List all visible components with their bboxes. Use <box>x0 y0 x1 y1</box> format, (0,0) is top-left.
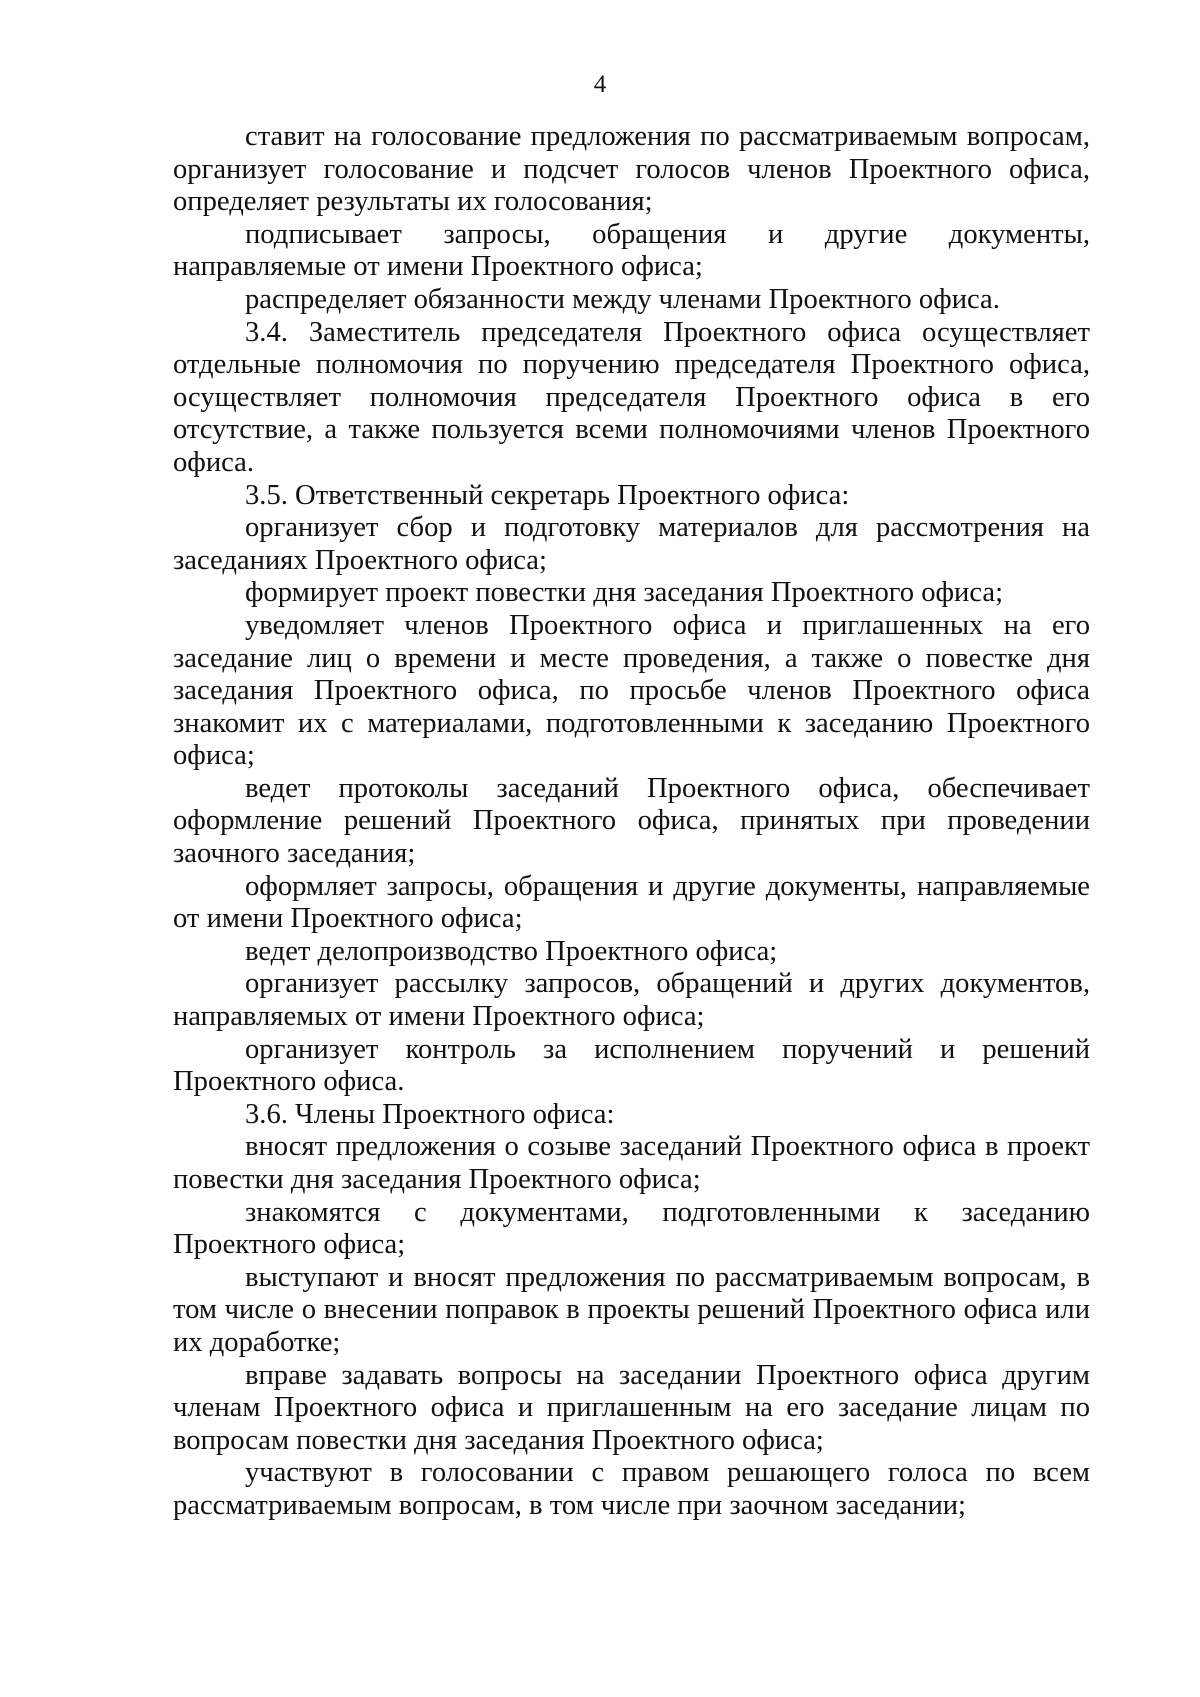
paragraph-sign-requests: подписывает запросы, обращения и другие документы, направляемые от имени Проектного офиса; <box>173 218 1090 283</box>
paragraph-notify-members: уведомляет членов Проектного офиса и приглашенных на его заседание лиц о времени и месте проведения, а также о повестке дня заседания Проектного офиса, по просьбе членов Проектного офиса знакомит их с материалами, подготовленными к заседанию Проектного офиса; <box>173 609 1090 772</box>
paragraph-control-execution: организует контроль за исполнением поручений и решений Проектного офиса. <box>173 1033 1090 1098</box>
paragraph-speak-propose: выступают и вносят предложения по рассматриваемым вопросам, в том числе о внесении поправок в проекты решений Проектного офиса или их доработке; <box>173 1261 1090 1358</box>
paragraph-organize-materials: организует сбор и подготовку материалов для рассмотрения на заседаниях Проектного офиса; <box>173 512 1090 576</box>
paragraph-3-5-secretary-heading: 3.5. Ответственный секретарь Проектного офиса: <box>245 479 850 511</box>
document-body <box>173 121 1090 1523</box>
paragraph-3-6-members-heading: 3.6. Члены Проектного офиса: <box>245 1098 615 1130</box>
paragraph-3-4-deputy-chair: 3.4. Заместитель председателя Проектного офиса осуществляет отдельные полномочия по поручению председателя Проектного офиса, осуществляет полномочия председателя Проектного офиса в его отсутствие, а также пользуется всеми полномочиями членов Проектного офиса. <box>173 316 1090 478</box>
paragraph-participate-voting: участвуют в голосовании с правом решающего голоса по всем рассматриваемым вопросам, в том числе при заочном заседании; <box>173 1457 1090 1521</box>
page-number: 4 <box>593 71 607 98</box>
paragraph-review-documents: знакомятся с документами, подготовленными к заседанию Проектного офиса; <box>173 1196 1090 1261</box>
paragraph-keep-minutes: ведет протоколы заседаний Проектного офиса, обеспечивает оформление решений Проектного офиса, принятых при проведении заочного заседания; <box>173 772 1090 870</box>
paragraph-prepare-requests: оформляет запросы, обращения и другие документы, направляемые от имени Проектного офиса; <box>173 870 1090 935</box>
paragraph-form-agenda: формирует проект повестки дня заседания Проектного офиса; <box>245 577 1004 609</box>
paragraph-vote-proposals: ставит на голосование предложения по рассматриваемым вопросам, организует голосование и подсчет голосов членов Проектного офиса, определяет результаты их голосования; <box>173 121 1090 218</box>
paragraph-ask-questions: вправе задавать вопросы на заседании Проектного офиса другим членам Проектного офиса и приглашенным на его заседание лицам по вопросам повестки дня заседания Проектного офиса; <box>173 1359 1090 1456</box>
paragraph-send-requests: организует рассылку запросов, обращений и других документов, направляемых от имени Проектного офиса; <box>173 968 1090 1033</box>
paragraph-propose-meetings: вносят предложения о созыве заседаний Проектного офиса в проект повестки дня заседания Проектного офиса; <box>173 1131 1090 1195</box>
paragraph-record-keeping: ведет делопроизводство Проектного офиса; <box>245 935 778 967</box>
paragraph-distribute-duties: распределяет обязанности между членами Проектного офиса. <box>245 283 1000 315</box>
